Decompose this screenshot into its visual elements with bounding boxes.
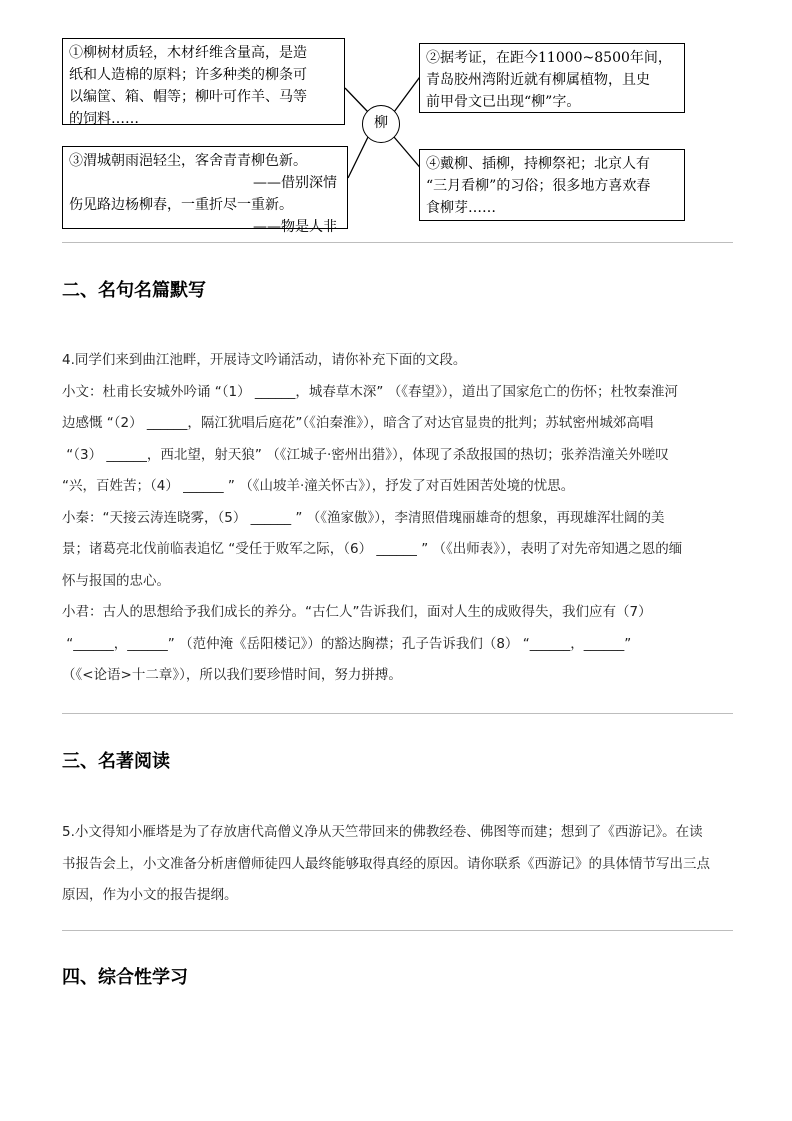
q4-line: “（3） ______，西北望，射天狼” （《江城子·密州出猎》），体现了杀敌报国的热切；张养浩潼关外嗟叹	[62, 446, 669, 463]
section-title-2: 二、名句名篇默写	[62, 280, 206, 301]
willow-fact-box-1: ①柳树材质轻，木材纤维含量高，是造 纸和人造棉的原料；许多种类的柳条可 以编筐、箱、帽等；柳叶可作羊、马等 的饲料……	[62, 38, 345, 125]
question-4	[62, 345, 734, 692]
q4-line: 小文：杜甫长安城外吟诵 “（1） ______，城春草木深” （《春望》），道出了国家危亡的伤怀；杜牧秦淮河	[62, 383, 678, 400]
poem-note-2: ——物是人非	[253, 219, 337, 235]
section-title-4: 四、综合性学习	[62, 967, 188, 988]
divider	[62, 930, 733, 931]
q4-line: 怀与报国的忠心。	[62, 572, 170, 589]
q4-line: “兴，百姓苦；（4） ______ ” （《山坡羊·潼关怀古》），抒发了对百姓困苦处境的忧思。	[62, 478, 575, 494]
q5-line: 5.小文得知小雁塔是为了存放唐代高僧义净从天竺带回来的佛教经卷、佛图等而建；想到了《西游记》。在读	[62, 824, 703, 840]
diagram-center-node: 柳	[362, 105, 400, 143]
poem-note-1: ——借别深情	[253, 175, 337, 191]
q5-line: 原因，作为小文的报告提纲。	[62, 887, 238, 903]
willow-fact-box-3	[62, 146, 348, 235]
q4-line: 小君：古人的思想给予我们成长的养分。“古仁人”告诉我们，面对人生的成败得失，我们应有（7）	[62, 604, 652, 620]
section-title-3: 三、名著阅读	[62, 751, 170, 772]
q4-line: 小秦：“天接云涛连晓雾，（5） ______ ” （《渔家傲》），李清照借瑰丽雄奇的想象，再现雄浑壮阔的美	[62, 509, 665, 526]
willow-fact-box-2: ②据考证，在距今11000~8500年间， 青岛胶州湾附近就有柳属植物，且史 前甲骨文已出现“柳”字。	[419, 43, 685, 113]
q4-line: 4.同学们来到曲江池畔，开展诗文吟诵活动，请你补充下面的文段。	[62, 352, 467, 368]
poem-line-2: 伤见路边杨柳春，一重折尽一重新。	[69, 197, 293, 213]
poem-line-1: ③渭城朝雨浥轻尘，客舍青青柳色新。	[69, 153, 307, 169]
willow-fact-box-4: ④戴柳、插柳，持柳祭祀；北京人有 “三月看柳”的习俗；很多地方喜欢春 食柳芽……	[419, 149, 685, 221]
q4-line: “______，______” （范仲淹《岳阳楼记》）的豁达胸襟；孔子告诉我们（8） “______，______”	[62, 635, 632, 652]
divider	[62, 713, 733, 714]
q4-line: 边感慨 “（2） ______，隔江犹唱后庭花”（《泊秦淮》），暗含了对达官显贵的批判；苏轼密州城郊高唱	[62, 415, 654, 431]
q4-line: 景；诸葛亮北伐前临表追忆 “受任于败军之际，（6） ______ ” （《出师表》），表明了对先帝知遇之恩的缅	[62, 541, 683, 557]
q5-line: 书报告会上，小文准备分析唐僧师徒四人最终能够取得真经的原因。请你联系《西游记》的具体情节写出三点	[62, 855, 710, 872]
q4-line: （《<论语>十二章》），所以我们要珍惜时间，努力拼搏。	[62, 667, 402, 683]
question-5	[62, 817, 734, 912]
divider	[62, 242, 733, 243]
